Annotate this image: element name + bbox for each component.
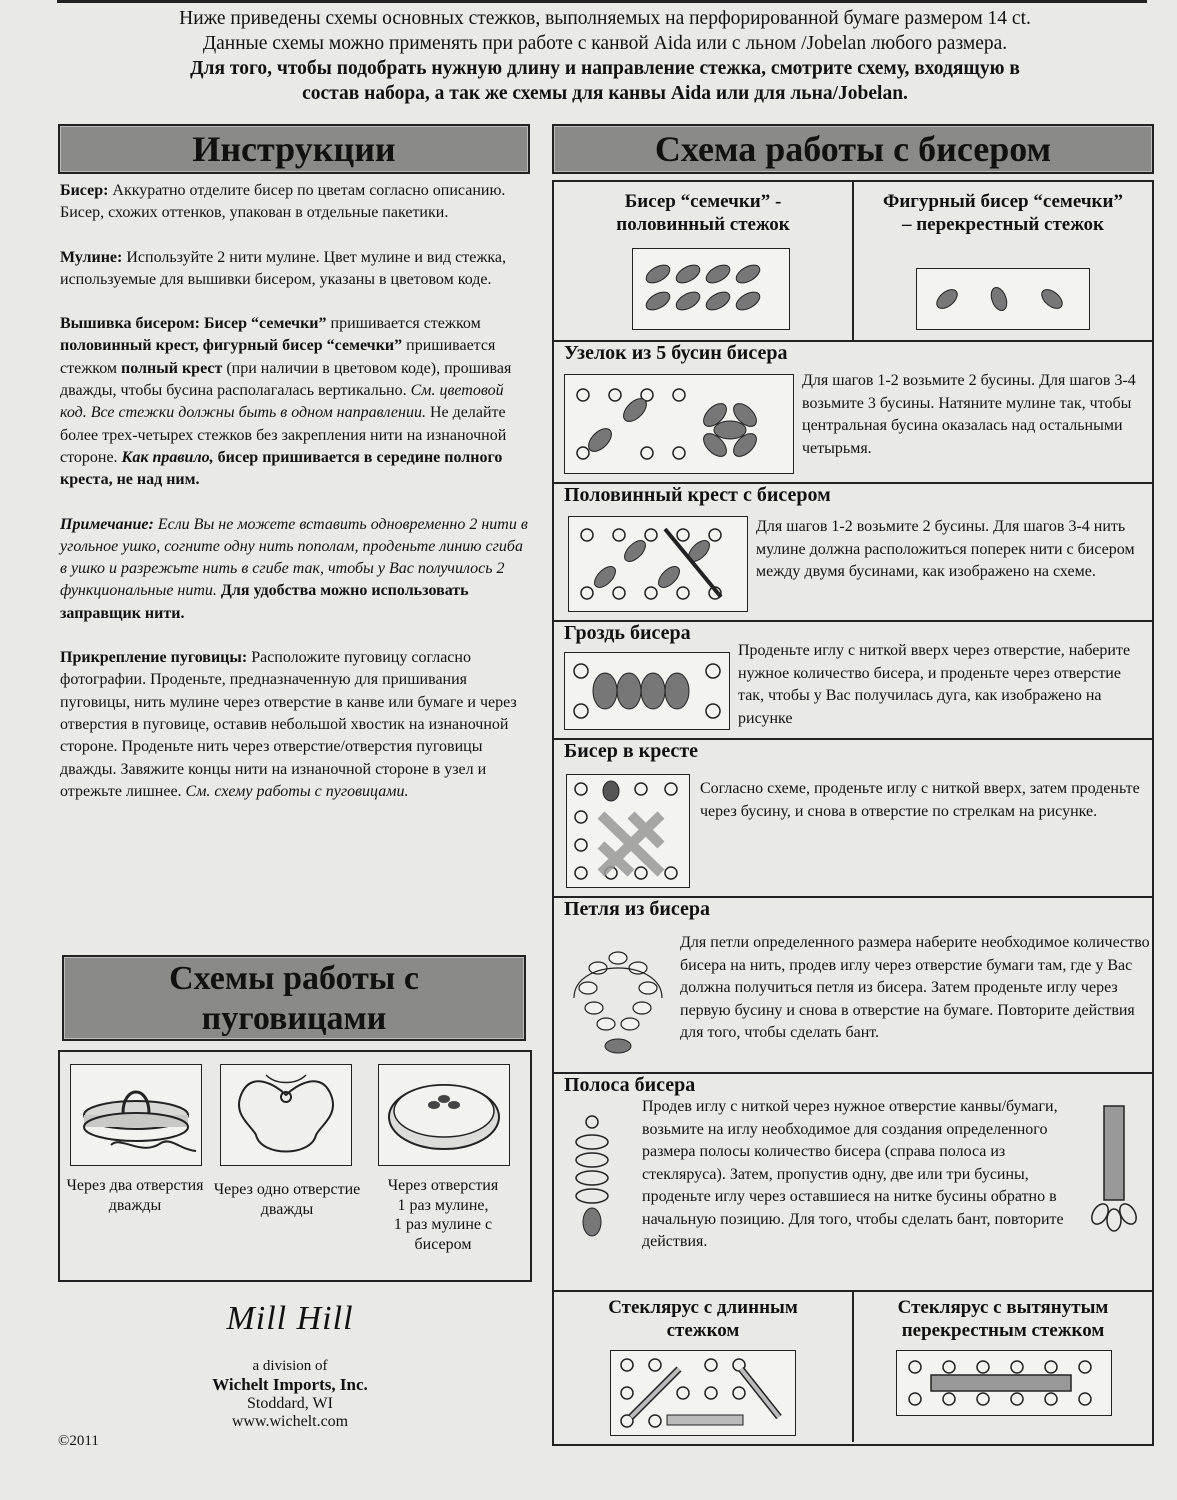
cross-stitch-icon [917,269,1089,329]
loop-text: Для петли определенного размера наберите необходимое количество бисера на нить, продев иглу через отверстие бумаги там, где у Вас должна получиться петля из бисера. Затем проденьте иглу через первую бусину и снова в отверстие на бумаге. Повторите действия для того, чтобы сделать бант. [680,934,1150,1041]
button-caption-1: Через два отверстия дважды [66,1177,204,1214]
intro-block [60,6,1150,106]
mill-hill-logo [140,1300,440,1431]
beads-paragraph: Бисер: Аккуратно отделите бисер по цветам согласно описанию. Бисер, схожих оттенков, упакован в отдельные пакетики. [60,182,506,222]
button-diagram-3 [378,1064,510,1166]
section-bugle [554,1290,1152,1442]
half-cross-text: Для шагов 1-2 возьмите 2 бусины. Для шагов 3-4 нить мулине должна расположиться поперек нити с бисером между двумя бусинами, как изображено на схеме. [756,518,1135,580]
intro-line-1: Ниже приведены схемы основных стежков, выполняемых на перфорированной бумаге размером 14 ct. [179,8,1031,29]
embroidery-paragraph: Вышивка бисером: Бисер “семечки” пришивается стежком половинный крест, фигурный бисер “семечки” пришивается стежком полный крест (при наличии в цветовом коде), прошивая дважды, чтобы бусина располагалась вертикально. См. цветовой код. Все стежки должны быть в одном направлении. Не делайте более трех-четырех стежков без закрепления нити на изнаночной стороне. Как правило, бисер пришивается в середине полного креста, не над ним. [60,315,512,489]
section-seed-beads [554,182,1152,342]
section-strip [554,1072,1152,1292]
buttons-header: Схемы работы с пуговицами [62,955,526,1041]
half-cross-title: Половинный крест с бисером [564,484,831,506]
button-paragraph: Прикрепление пуговицы: Расположите пуговицу согласно фотографии. Проденьте, предназначенную для пришивания пуговицы, нить мулине через отверстие в канве или бумаге и через отверстия в пуговице, оставив небольшой хвостик на изнаночной стороне. Проденьте нить через отверстие/отверстия пуговицы дважды. Завяжите концы нити на изнаночной стороне в узел и отрежьте лишнее. См. схему работы с пуговицами. [60,649,517,800]
loop-icon [564,938,672,1062]
company-name: Wichelt Imports, Inc. [212,1375,368,1394]
loop-diagram [564,938,672,1062]
seed-half-diagram [632,248,790,330]
strip-title: Полоса бисера [564,1074,696,1096]
section-knot [554,340,1152,484]
division-text: a division of [252,1358,328,1374]
loop-title: Петля из бисера [564,898,711,920]
half-cross-diagram [568,516,748,612]
city-text: Stoddard, WI [247,1395,333,1412]
cluster-title: Гроздь бисера [564,622,691,644]
website-link[interactable]: www.wichelt.com [231,1413,349,1430]
section-loop [554,896,1152,1074]
shank-button-icon [221,1065,351,1165]
button-caption-2: Через одно отверстие дважды [213,1181,361,1218]
bugle-cross-title: Стеклярус с вытянутым перекрестным стежком [897,1297,1109,1341]
four-hole-button-icon [379,1065,509,1165]
note-paragraph: Примечание: Если Вы не можете вставить одновременно 2 нити в угольное ушко, согните одну нить пополам, проденьте линию сгиба в ушко и разрежьте нить в сгибе так, чтобы у Вас получилось 2 функциональные нити. Для удобства можно использовать заправщик нити. [60,515,528,622]
bugle-cross-diagram [896,1350,1112,1416]
seed-cross-title: Фигурный бисер “семечки” – перекрестный стежок [883,191,1123,235]
bugle-long-title: Стеклярус с длинным стежком [608,1297,798,1341]
cross-diagram [566,774,690,888]
strip-diagram-left [564,1112,622,1242]
cross-text: Согласно схеме, проденьте иглу с ниткой вверх, затем проденьте через бусину, и снова в отверстие по стрелкам на рисунке. [700,780,1140,820]
bugle-strip-icon [1084,1102,1144,1236]
seed-half-title: Бисер “семечки” - половинный стежок [616,191,790,235]
floss-paragraph: Мулине: Используйте 2 нити мулине. Цвет мулине и вид стежка, используемые для вышивки бисером, указаны в цветовом коде. [60,248,507,288]
knot-icon [565,375,793,473]
instructions-header: Инструкции [58,124,530,174]
instructions-text [60,180,530,825]
bugle-long-icon [611,1351,795,1435]
seed-cross-diagram [916,268,1090,330]
bead-strip-icon [564,1112,622,1242]
brand-name: Mill Hill [226,1300,354,1337]
knot-title: Узелок из 5 бусин бисера [564,342,788,364]
button-diagram-1 [70,1064,202,1166]
beads-header: Схема работы с бисером [552,124,1154,174]
button-caption-3: Через отверстия 1 раз мулине, 1 раз мулине с бисером [387,1177,499,1253]
top-rule [57,0,1147,3]
buttons-diagram-box [58,1050,532,1282]
intro-line-2: Данные схемы можно применять при работе с канвой Aida или с льном /Jobelan любого размера. [202,33,1008,54]
section-cross [554,738,1152,898]
button-diagram-2 [220,1064,352,1166]
strip-diagram-right [1084,1102,1144,1236]
cluster-icon [565,653,729,729]
intro-line-3: Для того, чтобы подобрать нужную длину и направление стежка, смотрите схему, входящую в [190,58,1020,79]
intro-line-4: состав набора, а так же схемы для канвы Aida или для льна/Jobelan. [302,83,908,104]
cross-title: Бисер в кресте [564,740,699,762]
cluster-diagram [564,652,730,730]
section-half-cross [554,482,1152,622]
knot-text: Для шагов 1-2 возьмите 2 бусины. Для шагов 3-4 возьмите 3 бусины. Натяните мулине так, чтобы центральная бусина оказалась над остальными четырьмя. [802,372,1136,457]
beads-diagram-box [552,180,1154,1446]
bead-cross-icon [567,775,689,887]
bugle-long-diagram [610,1350,796,1436]
half-cross-icon [569,517,747,611]
two-hole-button-icon [71,1065,201,1165]
half-stitch-icon [633,249,789,329]
strip-text: Продев иглу с ниткой через нужное отверстие канвы/бумаги, возьмите на иглу необходимое для создания определенного размера полосы количество бисера (справа полоса из стекляруса). Затем, пропустив одну, две или три бусины, проденьте иглу через оставшиеся на нитке бусины обратно в начальную позицию. Для того, чтобы сделать бант, повторите действия. [642,1098,1064,1250]
bugle-cross-icon [897,1351,1111,1415]
cluster-text: Проденьте иглу с ниткой вверх через отверстие, наберите нужное количество бисера, и проденьте через отверстие так, чтобы у Вас получилась дуга, как изображено на рисунке [738,642,1131,727]
copyright: ©2011 [58,1433,99,1449]
section-cluster [554,620,1152,740]
knot-diagram [564,374,794,474]
